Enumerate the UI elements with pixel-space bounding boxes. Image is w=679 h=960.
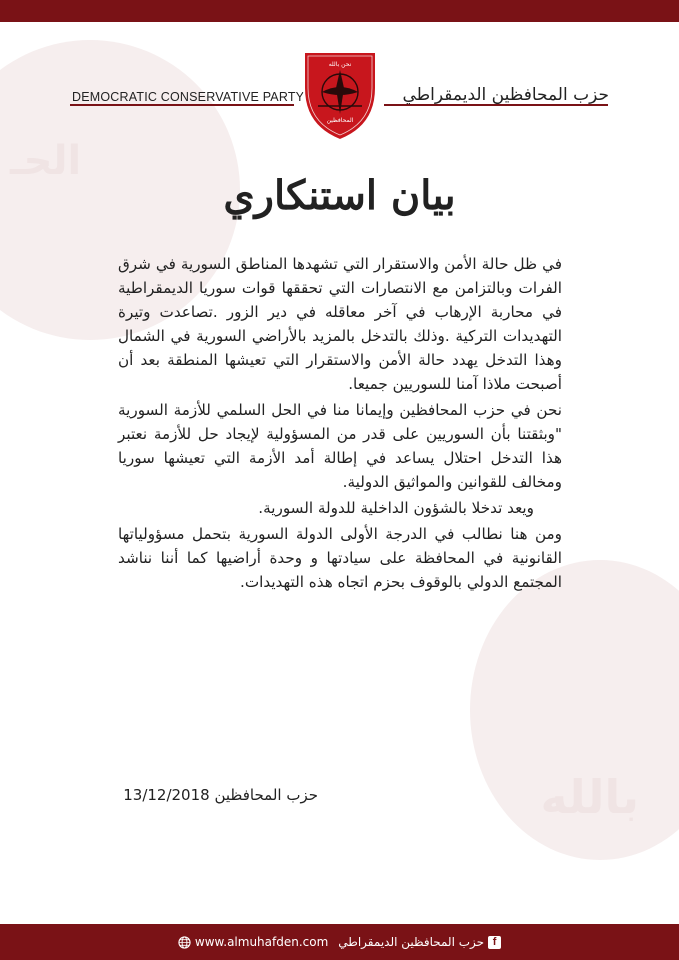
paragraph: ويعد تدخلا بالشؤون الداخلية للدولة السورية. [258,499,534,517]
footer-facebook[interactable] [338,935,501,949]
globe-icon [178,936,191,949]
party-name-ar: حزب المحافظين الديمقراطي [402,85,609,105]
party-name-en: DEMOCRATIC CONSERVATIVE PARTY [72,90,305,104]
party-emblem [300,48,380,142]
watermark-text: بالله [540,770,639,824]
statement-title: بيان استنكاري [223,172,456,219]
top-bar [0,0,679,22]
facebook-icon: f [488,936,501,949]
facebook-label[interactable]: حزب المحافظين الديمقراطي [338,935,485,949]
paragraph: نحن في حزب المحافظين وإيمانا منا في الحل السلمي للأزمة السورية "وبثقتنا بأن السوريين على قدر من المسؤولية لإيجاد حل للأزمة نعتبر هذا التدخل احتلال يساعد في إطالة أمد الأزمة التي تعيشها سوريا ومخالف للقوانين والمواثيق الدولية. [118,401,562,491]
emblem-text-bottom: المحافظين [326,117,354,124]
statement-body [118,252,562,596]
paragraph: ومن هنا نطالب في الدرجة الأولى الدولة السورية بتحمل مسؤولياتها القانونية في المحافظة على سيادتها و وحدة أراضيها كما أننا نناشد المجتمع الدولي بالوقوف بحزم اتجاه هذه التهديدات. [118,525,562,591]
header-divider [70,104,294,106]
signature-date: حزب المحافظين 13/12/2018 [123,786,318,804]
website-url[interactable]: www.almuhafden.com [194,935,329,949]
footer [0,924,679,960]
emblem-text-top: نحن بالله [328,61,352,68]
watermark-text: الحـ [10,138,82,184]
paragraph: في ظل حالة الأمن والاستقرار التي تشهدها المناطق السورية في شرق الفرات وبالتزامن مع الانتصارات التي تحققها قوات سوريا الديمقراطية في محاربة الإرهاب في آخر معاقله في دير الزور .تصاعدت وتيرة التهديدات التركية .وذلك بالتدخل بالمزيد بالأراضي السورية في الشمال وهذا التدخل يهدد حالة الأمن والاستقرار التي تعيشها المنطقة بعد أن أصبحت ملاذا آمنا للسوريين جميعا. [118,255,562,393]
footer-website[interactable] [178,935,328,949]
